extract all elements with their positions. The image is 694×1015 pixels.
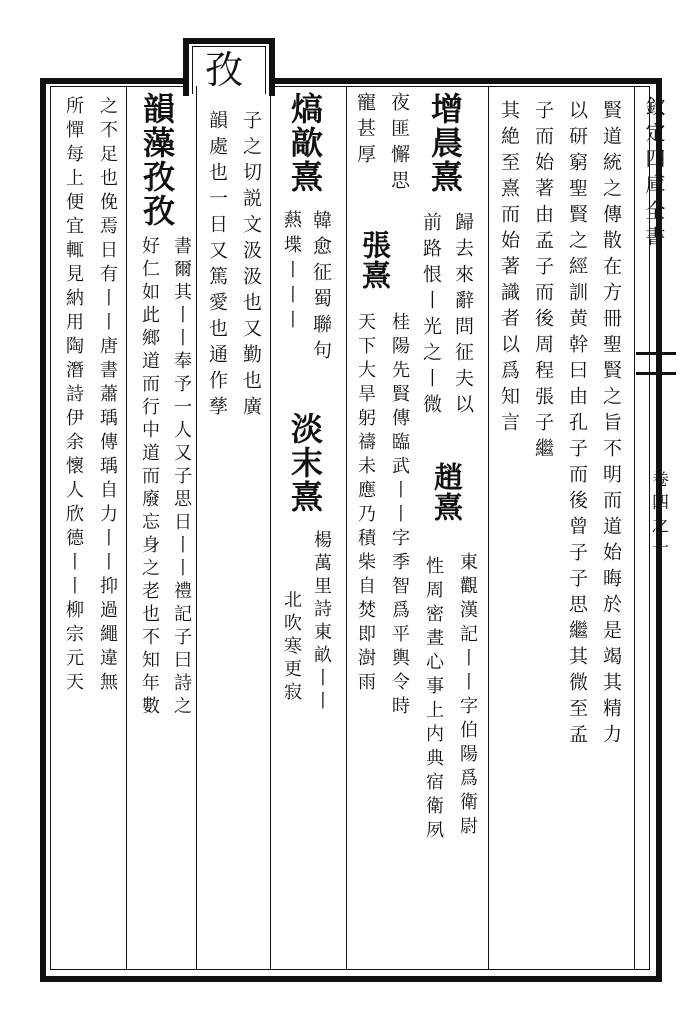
margin-rule (634, 86, 635, 970)
headword: 增晨熹 (426, 92, 464, 194)
text-column: 寵甚厚 (354, 92, 376, 170)
text-column: 北吹寒更寂 (281, 590, 302, 705)
text-column: 子而始著由孟子而後周程張子繼 (532, 100, 554, 464)
text-column: 子之切説文汲汲也又勤也廣 (240, 110, 262, 422)
headword: 張熹 (358, 230, 392, 290)
column-rule (196, 86, 197, 970)
column-rule (488, 86, 489, 970)
column-rule (270, 86, 271, 970)
text-column: 天下大旱躬禱未應乃積柴自焚即澍雨 (355, 312, 376, 696)
fold-mark-top (636, 352, 676, 355)
fold-mark-bottom (636, 372, 676, 375)
text-column: 之不足也俛焉日有丨丨唐書蕭瑀傳瑀自力丨丨抑過繩違無 (97, 96, 118, 696)
headword: 淡末熹 (286, 412, 324, 514)
text-column: 以研窮聖賢之經訓黄幹曰由孔子而後曾子子思繼其微至孟 (566, 100, 588, 750)
text-column: 東觀漢記丨丨字伯陽爲衛尉 (457, 552, 478, 840)
text-column: 前路恨丨光之丨微 (420, 212, 442, 420)
headword: 韻藻孜孜 (138, 92, 176, 228)
headword: 熇歊熹 (286, 92, 324, 194)
text-column: 爇堞丨丨丨 (281, 210, 302, 335)
text-column: 好仁如此鄉道而行中道而廢忘身之老也不知年數 (139, 236, 160, 719)
text-column: 所憚每上便宜輒見納用陶潛詩伊余懷人欣德丨丨柳宗元天 (63, 96, 84, 696)
column-rule (126, 86, 127, 970)
juan-label: 卷四之十 (648, 470, 668, 562)
text-column: 夜匪懈思 (388, 92, 410, 196)
text-column: 賢道統之傳散在方冊聖賢之旨不明而道始晦於是竭其精力 (600, 100, 622, 750)
headword: 趙熹 (430, 462, 464, 522)
text-column: 歸去來辭問征夫以 (452, 212, 474, 420)
column-rule (346, 86, 347, 970)
text-column: 性周密晝心事上内典宿衛夙 (423, 556, 444, 844)
text-column: 韓愈征蜀聯句 (310, 210, 332, 366)
text-column: 桂陽先賢傳臨武丨丨字季智爲平輿令時 (389, 312, 410, 720)
series-title: 欽定四庫全書 (642, 96, 666, 252)
text-column: 韻處也一日又篤愛也通作孳 (206, 110, 228, 422)
text-column: 其絶至熹而始著識者以爲知言 (498, 100, 520, 438)
text-column: 楊萬里詩東畝丨丨 (311, 530, 332, 714)
rhyme-tab-character: 孜 (205, 48, 244, 92)
text-column: 書爾其丨丨奉予一人又子思日丨丨禮記子曰詩之 (171, 236, 192, 719)
